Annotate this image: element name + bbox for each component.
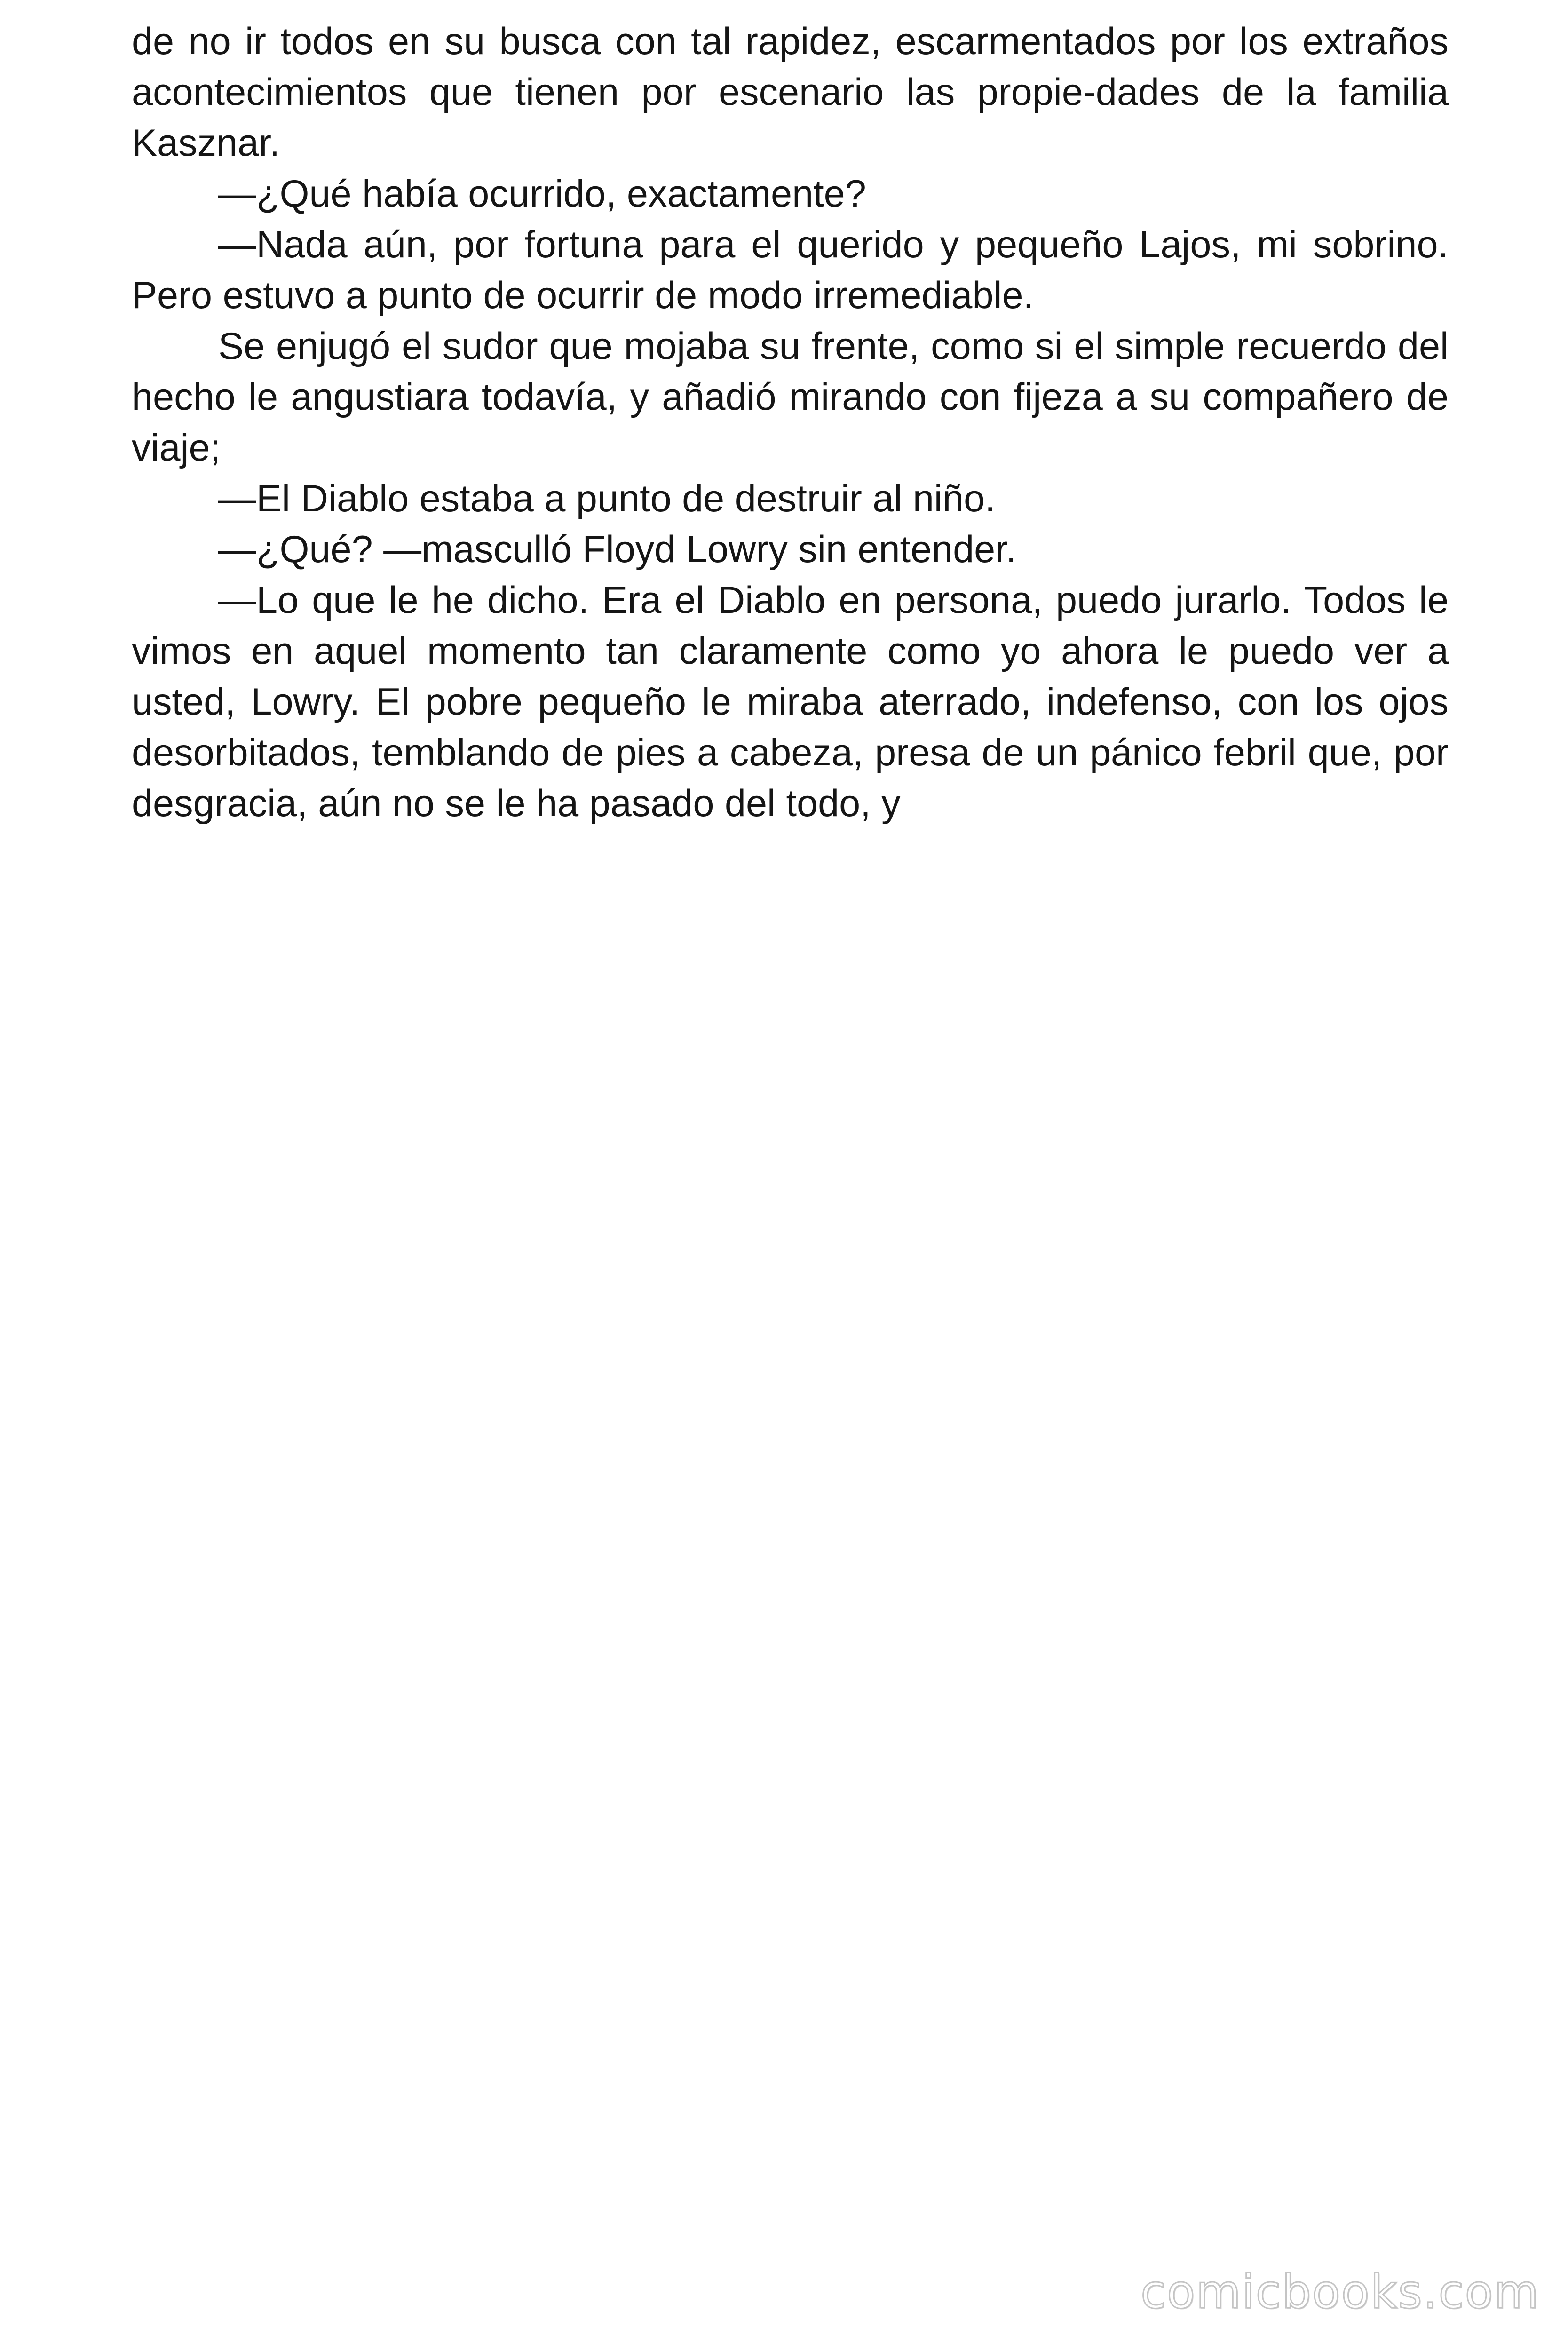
paragraph-2: —¿Qué había ocurrido, exactamente? [218,173,866,215]
paragraph-1: de no ir todos en su busca con tal rapidez, escarmentados por los extraños acontecimientos que tienen por escenario las propie-dades de la familia Kasznar. [132,20,1449,164]
paragraph-3: —Nada aún, por fortuna para el querido y pequeño Lajos, mi sobrino. Pero estuvo a punto de ocurrir de modo irremediable. [132,223,1449,317]
paragraph-4: Se enjugó el sudor que mojaba su frente, como si el simple recuerdo del hecho le angustiara todavía, y añadió mirando con fijeza a su compañero de viaje; [132,325,1449,469]
watermark-logo: comicbooks.com [1140,2265,1540,2319]
paragraph-7: —Lo que le he dicho. Era el Diablo en persona, puedo jurarlo. Todos le vimos en aquel momento tan claramente como yo ahora le puedo ver a usted, Lowry. El pobre pequeño le miraba aterrado, indefenso, con los ojos desorbitados, temblando de pies a cabeza, presa de un pánico febril que, por desgracia, aún no se le ha pasado del todo, y [132,579,1449,825]
paragraph-6: —¿Qué? —masculló Floyd Lowry sin entender. [218,528,1017,571]
paragraph-5: —El Diablo estaba a punto de destruir al niño. [218,477,996,520]
document-body [132,16,1449,829]
